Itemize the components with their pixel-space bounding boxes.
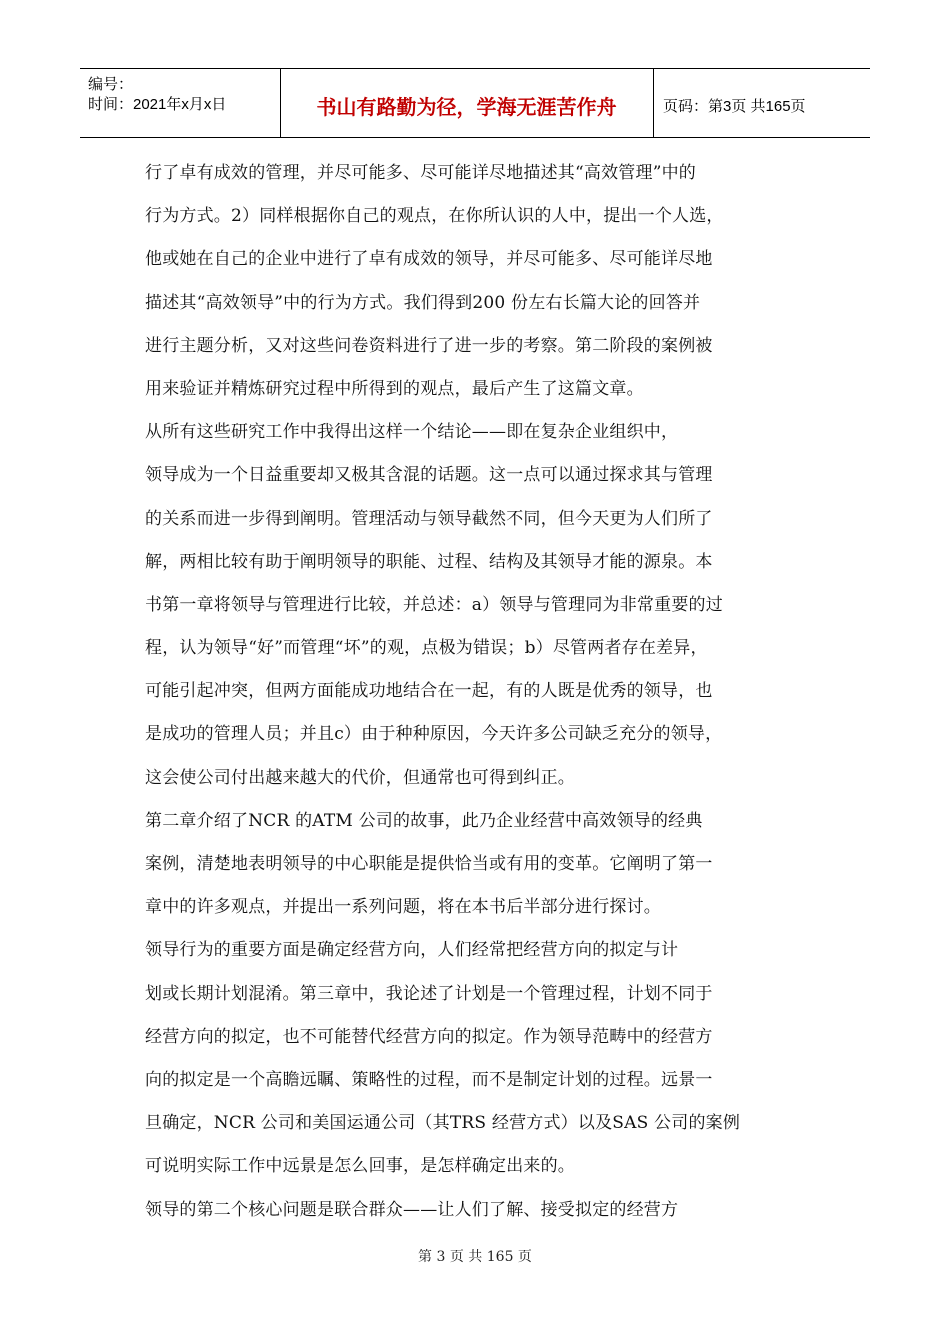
body-line: 解，两相比较有助于阐明领导的职能、过程、结构及其领导才能的源泉。本 [145, 551, 713, 572]
header-page-number: 页码：第3页 共165页 [663, 98, 806, 115]
body-line: 划或长期计划混淆。第三章中，我论述了计划是一个管理过程，计划不同于 [145, 983, 713, 1004]
document-time-label: 时间：2021年x月x日 [88, 96, 227, 113]
body-line: 的关系而进一步得到阐明。管理活动与领导截然不同，但今天更为人们所了 [145, 508, 713, 529]
body-line: 描述其“高效领导”中的行为方式。我们得到200 份左右长篇大论的回答并 [145, 292, 701, 313]
header-page-cell [653, 69, 870, 137]
document-number-label: 编号： [88, 76, 134, 93]
body-line: 行了卓有成效的管理，并尽可能多、尽可能详尽地描述其“高效管理”中的 [145, 163, 696, 183]
body-line: 章中的许多观点，并提出一系列问题，将在本书后半部分进行探讨。 [145, 897, 661, 918]
body-line: 案例，清楚地表明领导的中心职能是提供恰当或有用的变革。它阐明了第一 [145, 854, 713, 874]
body-line: 书第一章将领导与管理进行比较，并总述：a）领导与管理同为非常重要的过 [145, 594, 723, 615]
body-line: 经营方向的拟定，也不可能替代经营方向的拟定。作为领导范畴中的经营方 [145, 1026, 713, 1047]
body-line: 程，认为领导“好”而管理“坏”的观，点极为错误；b）尽管两者存在差异， [145, 638, 708, 659]
header-info-cell [80, 69, 281, 137]
body-line: 旦确定，NCR 公司和美国运通公司（其TRS 经营方式）以及SAS 公司的案例 [145, 1113, 741, 1134]
page-footer: 第 3 页 共 165 页 [418, 1249, 532, 1265]
body-line: 领导行为的重要方面是确定经营方向，人们经常把经营方向的拟定与计 [145, 940, 679, 961]
body-line: 这会使公司付出越来越大的代价，但通常也可得到纠正。 [145, 767, 575, 788]
body-line: 进行主题分析，又对这些问卷资料进行了进一步的考察。第二阶段的案例被 [145, 335, 713, 356]
body-line: 用来验证并精炼研究过程中所得到的观点，最后产生了这篇文章。 [145, 378, 644, 399]
body-line: 他或她在自己的企业中进行了卓有成效的领导，并尽可能多、尽可能详尽地 [145, 249, 713, 270]
body-line: 从所有这些研究工作中我得出这样一个结论——即在复杂企业组织中， [145, 422, 679, 443]
header-motto: 书山有路勤为径，学海无涯苦作舟 [316, 95, 617, 119]
body-line: 第二章介绍了NCR 的ATM 公司的故事，此乃企业经营中高效领导的经典 [145, 810, 703, 831]
body-line: 向的拟定是一个高瞻远瞩、策略性的过程，而不是制定计划的过程。远景一 [145, 1069, 713, 1090]
document-body [145, 152, 805, 1232]
body-line: 行为方式。2）同样根据你自己的观点，在你所认识的人中，提出一个人选， [145, 206, 724, 227]
body-line: 可能引起冲突，但两方面能成功地结合在一起，有的人既是优秀的领导，也 [145, 681, 713, 702]
body-line: 领导成为一个日益重要却又极其含混的话题。这一点可以通过探求其与管理 [145, 465, 713, 486]
body-line: 是成功的管理人员；并且c）由于种种原因，今天许多公司缺乏充分的领导， [145, 724, 723, 745]
body-line: 领导的第二个核心问题是联合群众——让人们了解、接受拟定的经营方 [145, 1199, 679, 1220]
header-motto-cell [280, 69, 654, 137]
page-header [80, 68, 870, 138]
body-line: 可说明实际工作中远景是怎么回事，是怎样确定出来的。 [145, 1156, 575, 1177]
